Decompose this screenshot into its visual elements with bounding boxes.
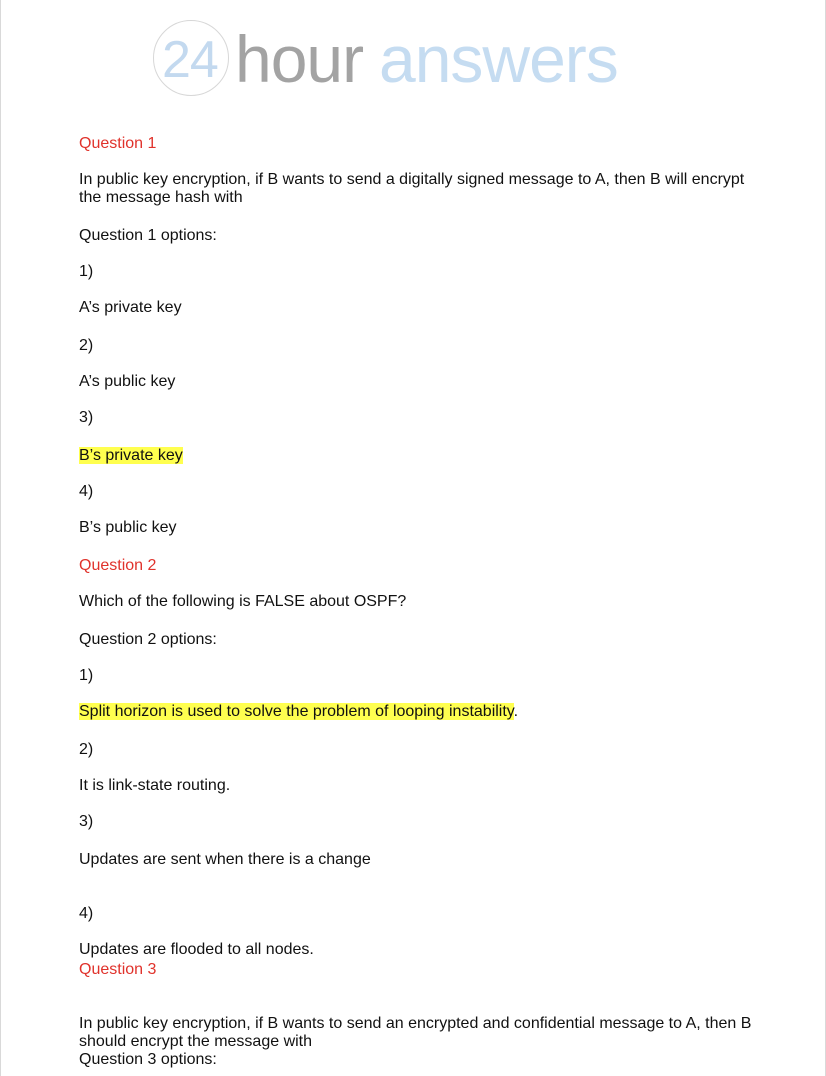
logo-number: 24 [162, 31, 218, 89]
question-2-option-2-text: It is link-state routing. [79, 777, 231, 794]
question-1-option-2-number: 2) [79, 337, 94, 354]
question-2-option-4-number: 4) [79, 905, 94, 922]
question-2-option-1-suffix: . [513, 703, 519, 720]
question-2-option-1-text-highlighted [79, 703, 518, 721]
question-1-option-3-number: 3) [79, 409, 94, 426]
question-3-prompt: In public key encryption, if B wants to send an encrypted and confidential message to A, then B should encrypt the message with [79, 1015, 752, 1050]
question-3-options-label: Question 3 options: [79, 1051, 217, 1068]
logo [153, 18, 653, 98]
question-1-option-1-number: 1) [79, 263, 94, 280]
question-2-option-3-text: Updates are sent when there is a change [79, 851, 371, 868]
question-2-option-3-number: 3) [79, 813, 94, 830]
question-2-heading: Question 2 [79, 557, 157, 574]
answer-highlight: B’s private key [79, 447, 183, 464]
question-1-options-label: Question 1 options: [79, 227, 217, 244]
answer-highlight: Split horizon is used to solve the problem of looping instability [79, 703, 514, 720]
question-3-heading: Question 3 [79, 961, 157, 978]
question-2-option-2-number: 2) [79, 741, 94, 758]
question-1-option-2-text: A’s public key [79, 373, 176, 390]
question-2-option-1-number: 1) [79, 667, 94, 684]
question-1-option-4-number: 4) [79, 483, 94, 500]
question-1-prompt: In public key encryption, if B wants to send a digitally signed message to A, then B will encrypt the message hash with [79, 171, 745, 206]
question-2-options-label: Question 2 options: [79, 631, 217, 648]
logo-word-answers: answers [379, 22, 618, 96]
logo-word-hour: hour [235, 22, 364, 96]
question-2-prompt: Which of the following is FALSE about OSPF? [79, 593, 407, 610]
question-1-option-3-text-highlighted [79, 447, 183, 465]
question-2-option-4-text: Updates are flooded to all nodes. [79, 941, 314, 958]
question-1-option-1-text: A’s private key [79, 299, 182, 316]
question-1-option-4-text: B’s public key [79, 519, 177, 536]
question-1-heading: Question 1 [79, 135, 157, 152]
